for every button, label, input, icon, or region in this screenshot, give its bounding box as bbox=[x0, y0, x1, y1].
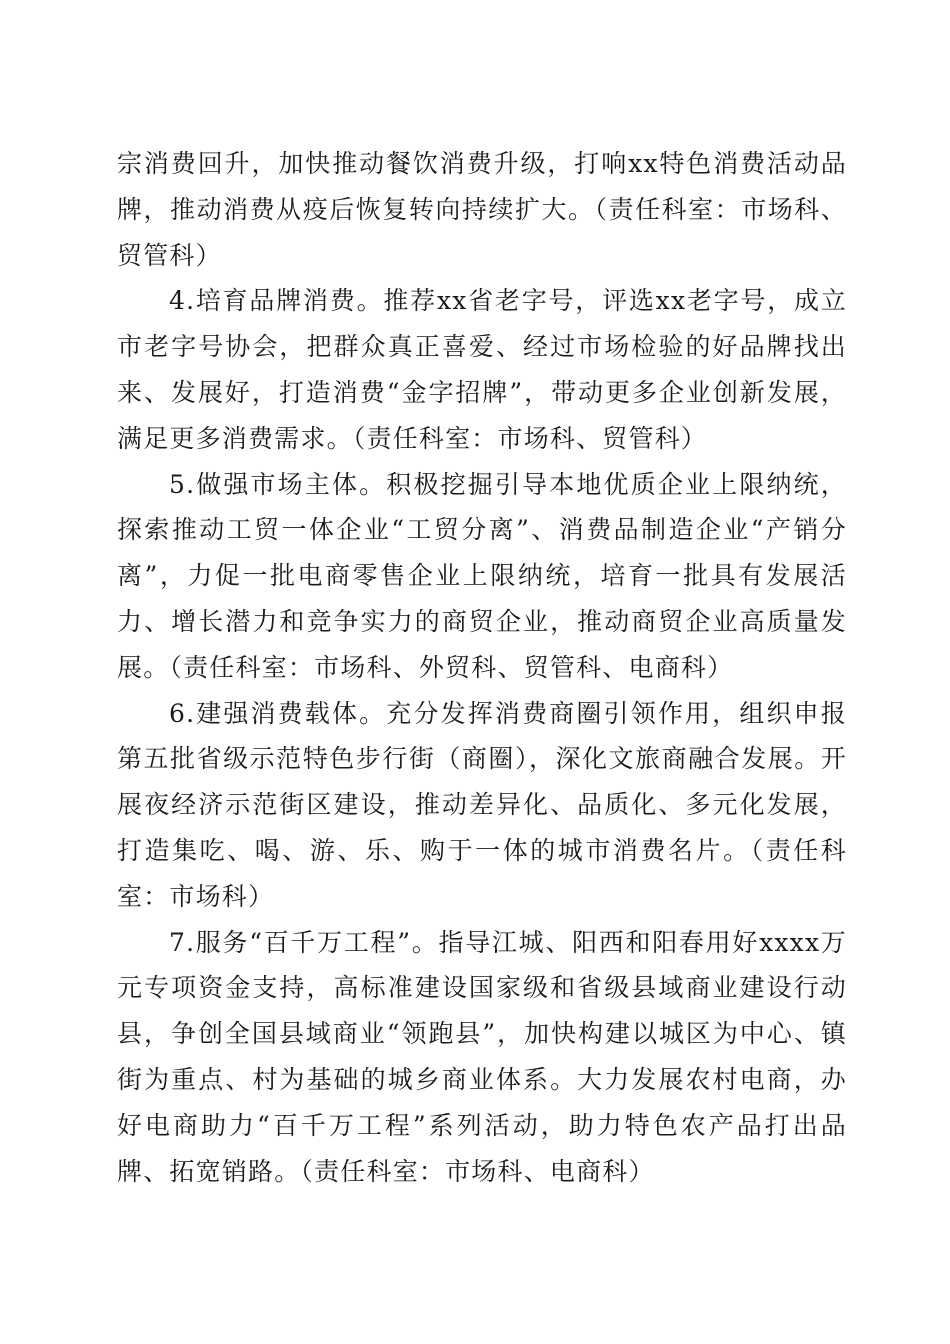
document-body bbox=[117, 141, 847, 1194]
paragraph-item-7: 7.服务“百千万工程”。指导江城、阳西和阳春用好xxxx万元专项资金支持，高标准建设国家级和省级县域商业建设行动县，争创全国县域商业“领跑县”，加快构建以城区为中心、镇街为重点、村为基础的城乡商业体系。大力发展农村电商，办好电商助力“百千万工程”系列活动，助力特色农产品打出品牌、拓宽销路。（责任科室：市场科、电商科） bbox=[117, 927, 847, 1186]
paragraph-continuation: 宗消费回升，加快推动餐饮消费升级，打响xx特色消费活动品牌，推动消费从疫后恢复转向持续扩大。（责任科室：市场科、贸管科） bbox=[117, 149, 847, 270]
paragraph-item-6: 6.建强消费载体。充分发挥消费商圈引领作用，组织申报第五批省级示范特色步行街（商圈），深化文旅商融合发展。开展夜经济示范街区建设，推动差异化、品质化、多元化发展，打造集吃、喝、游、乐、购于一体的城市消费名片。（责任科室：市场科） bbox=[117, 698, 847, 911]
paragraph-item-4: 4.培育品牌消费。推荐xx省老字号，评选xx老字号，成立市老字号协会，把群众真正喜爱、经过市场检验的好品牌找出来、发展好，打造消费“金字招牌”，带动更多企业创新发展，满足更多消费需求。（责任科室：市场科、贸管科） bbox=[117, 286, 847, 453]
paragraph-item-5: 5.做强市场主体。积极挖掘引导本地优质企业上限纳统，探索推动工贸一体企业“工贸分离”、消费品制造企业“产销分离”，力促一批电商零售企业上限纳统，培育一批具有发展活力、增长潜力和竞争实力的商贸企业，推动商贸企业高质量发展。（责任科室：市场科、外贸科、贸管科、电商科） bbox=[117, 469, 847, 682]
